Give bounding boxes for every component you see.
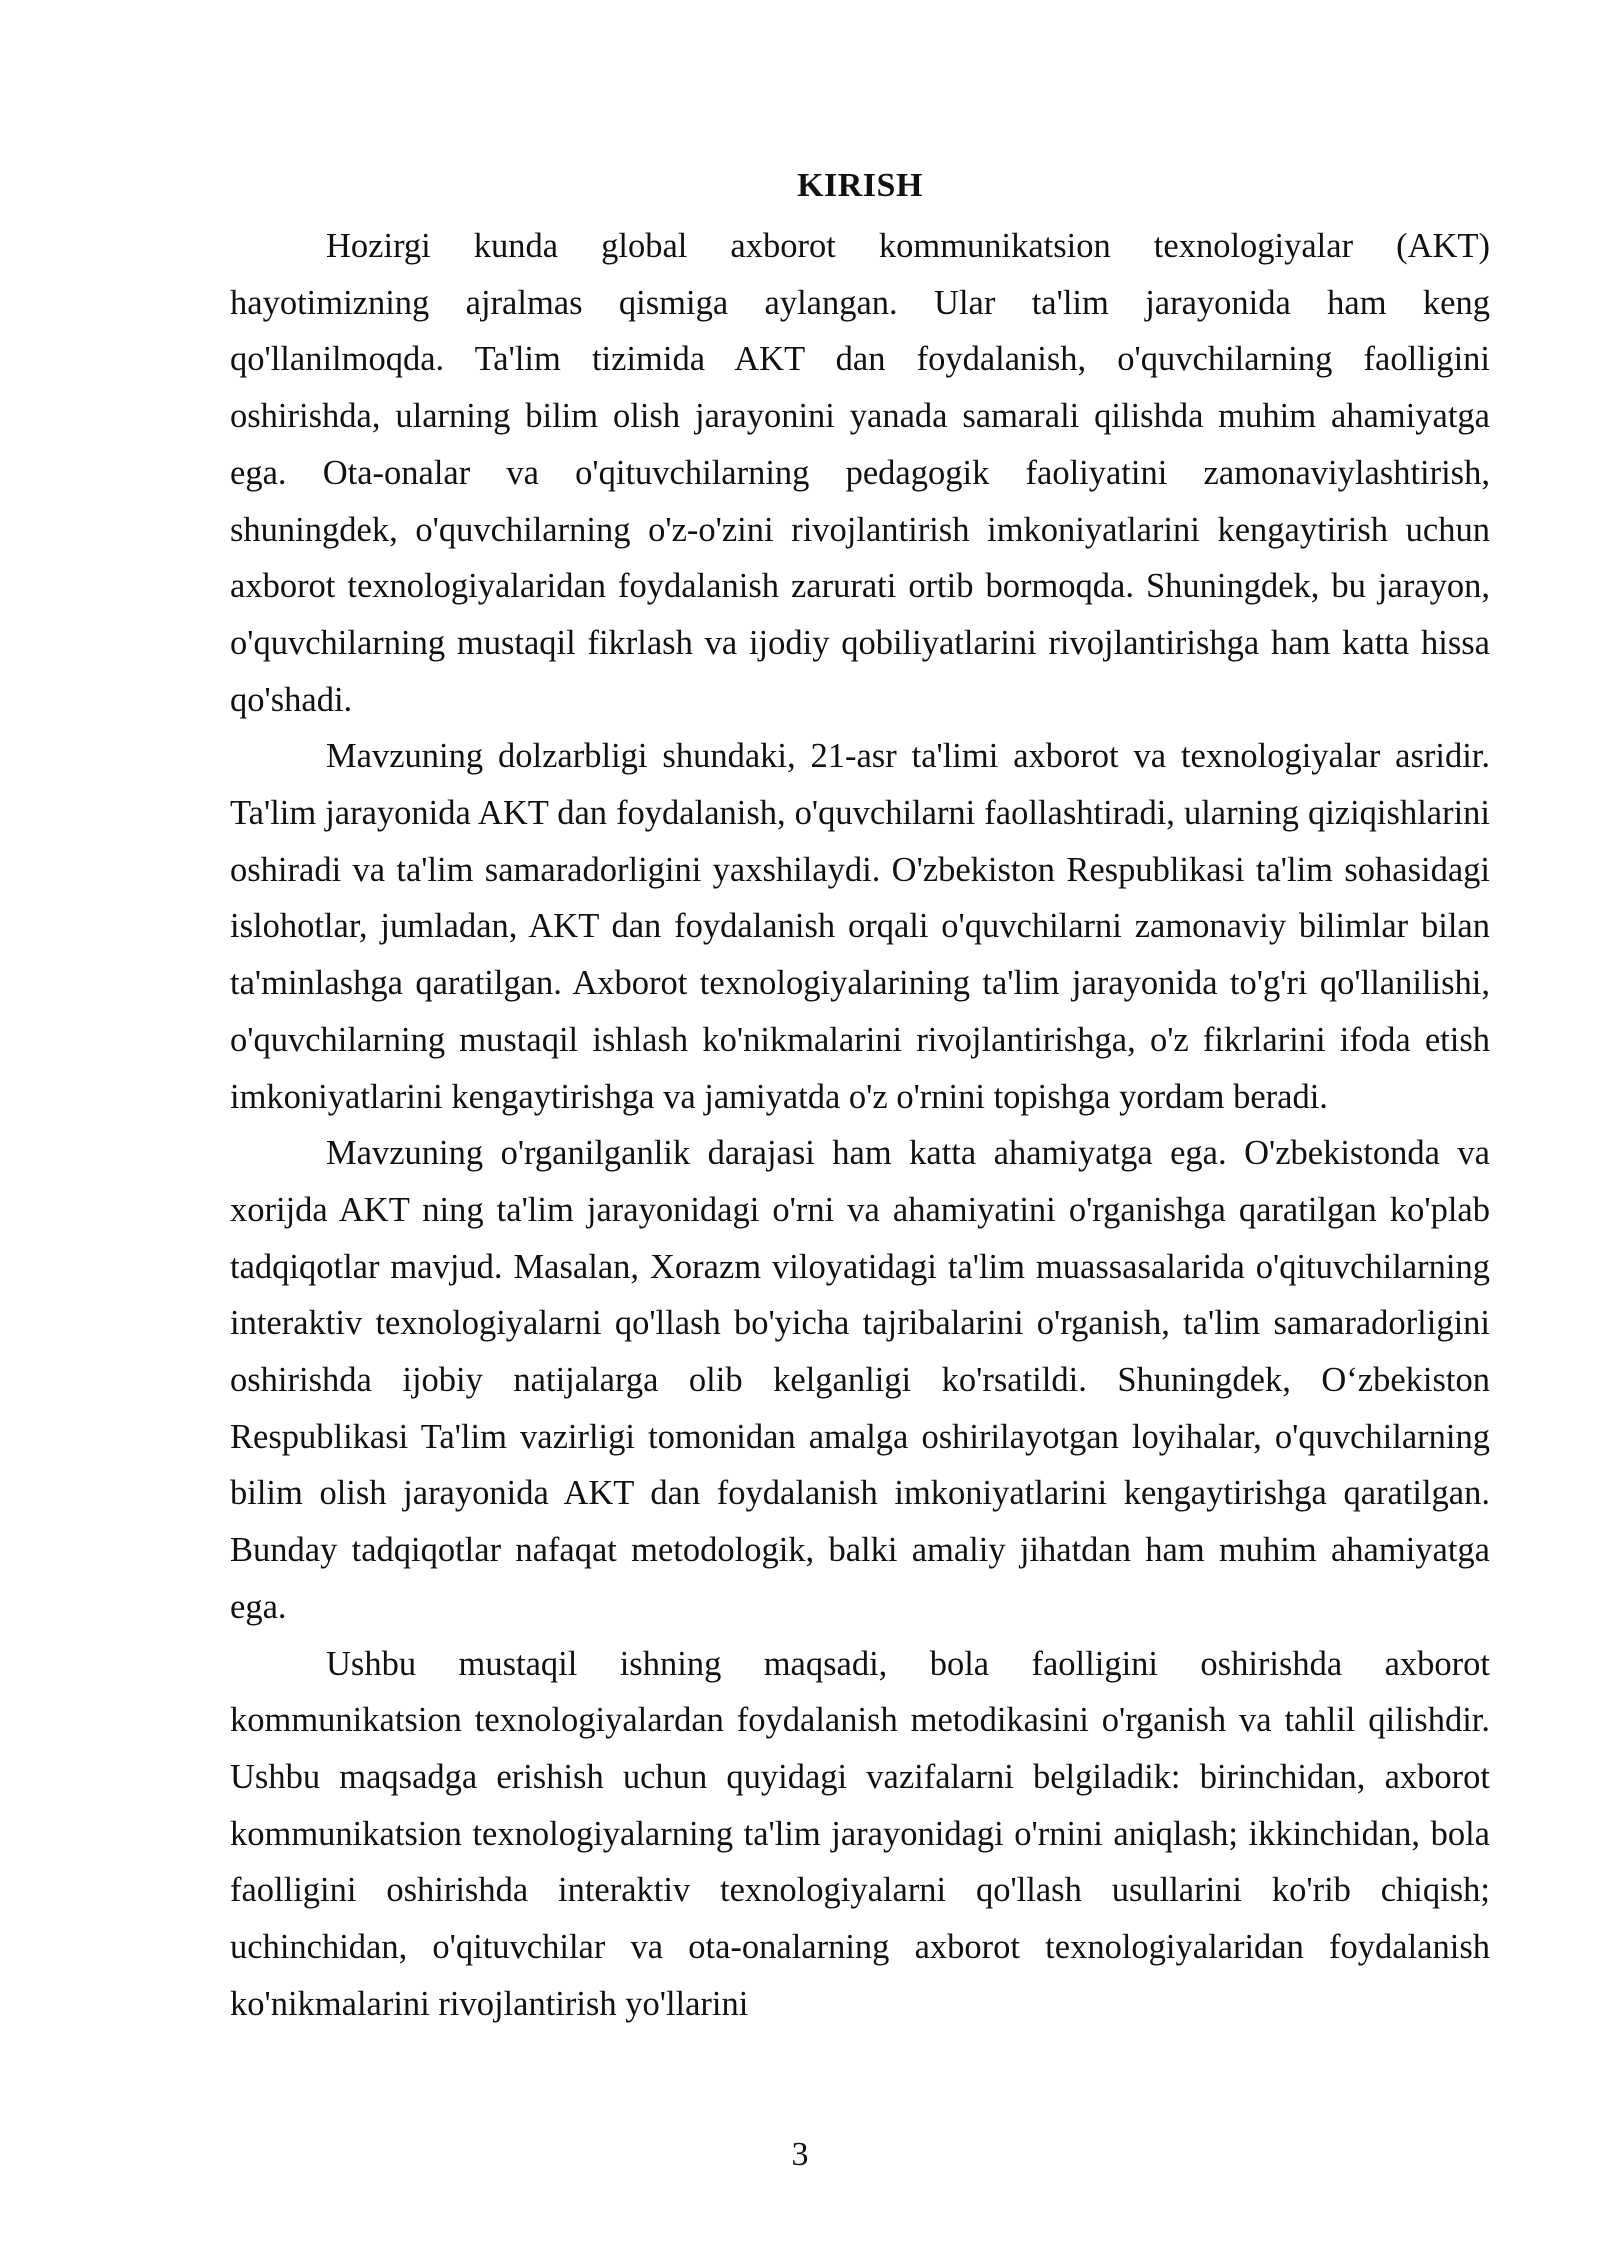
paragraph-intro: Hozirgi kunda global axborot kommunikatsion texnologiyalar (AKT) hayotimizning ajralmas qismiga aylangan. Ular ta'lim jarayonida ham keng qo'llanilmoqda. Ta'lim tizimida AKT dan foydalanish, o'quvchilarning faolligini oshirishda, ularning bilim olish jarayonini yanada samarali qilishda muhim ahamiyatga ega. Ota-onalar va o'qituvchilarning pedagogik faoliyatini zamonaviylashtirish, shuningdek, o'quvchilarning o'z-o'zini rivojlantirish imkoniyatlarini kengaytirish uchun axborot texnologiyalaridan foydalanish zarurati ortib bormoqda. Shuningdek, bu jarayon, o'quvchilarning mustaqil fikrlash va ijodiy qobiliyatlarini rivojlantirishga ham katta hissa qo'shadi. [230, 227, 1490, 719]
page-number: 3 [791, 2136, 809, 2173]
paragraph-research-degree: Mavzuning o'rganilganlik darajasi ham katta ahamiyatga ega. O'zbekistonda va xorijda AKT ning ta'lim jarayonidagi o'rni va ahamiyatini o'rganishga qaratilgan ko'plab tadqiqotlar mavjud. Masalan, Xorazm viloyatidagi ta'lim muassasalarida o'qituvchilarning interaktiv texnologiyalarni qo'llash bo'yicha tajribalarini o'rganish, ta'lim samaradorligini oshirishda ijobiy natijalarga olib kelganligi ko'rsatildi. Shuningdek, Oʻzbekiston Respublikasi Ta'lim vazirligi tomonidan amalga oshirilayotgan loyihalar, o'quvchilarning bilim olish jarayonida AKT dan foydalanish imkoniyatlarini kengaytirishga qaratilgan. Bunday tadqiqotlar nafaqat metodologik, balki amaliy jihatdan ham muhim ahamiyatga ega. [230, 1134, 1490, 1626]
page-content [230, 158, 1490, 2033]
page-title: KIRISH [797, 167, 923, 204]
paragraph-relevance: Mavzuning dolzarbligi shundaki, 21-asr ta'limi axborot va texnologiyalar asridir. Ta'lim jarayonida AKT dan foydalanish, o'quvchilarni faollashtiradi, ularning qiziqishlarini oshiradi va ta'lim samaradorligini yaxshilaydi. O'zbekiston Respublikasi ta'lim sohasidagi islohotlar, jumladan, AKT dan foydalanish orqali o'quvchilarni zamonaviy bilimlar bilan ta'minlashga qaratilgan. Axborot texnologiyalarining ta'lim jarayonida to'g'ri qo'llanilishi, o'quvchilarning mustaqil ishlash ko'nikmalarini rivojlantirishga, o'z fikrlarini ifoda etish imkoniyatlarini kengaytirishga va jamiyatda o'z o'rnini topishga yordam beradi. [230, 737, 1490, 1116]
paragraph-goal: Ushbu mustaqil ishning maqsadi, bola faolligini oshirishda axborot kommunikatsion texnologiyalardan foydalanish metodikasini o'rganish va tahlil qilishdir. Ushbu maqsadga erishish uchun quyidagi vazifalarni belgiladik: birinchidan, axborot kommunikatsion texnologiyalarning ta'lim jarayonidagi o'rnini aniqlash; ikkinchidan, bola faolligini oshirishda interaktiv texnologiyalarni qo'llash usullarini ko'rib chiqish; uchinchidan, o'qituvchilar va ota-onalarning axborot texnologiyalaridan foydalanish ko'nikmalarini rivojlantirish yo'llarini [230, 1644, 1490, 2023]
